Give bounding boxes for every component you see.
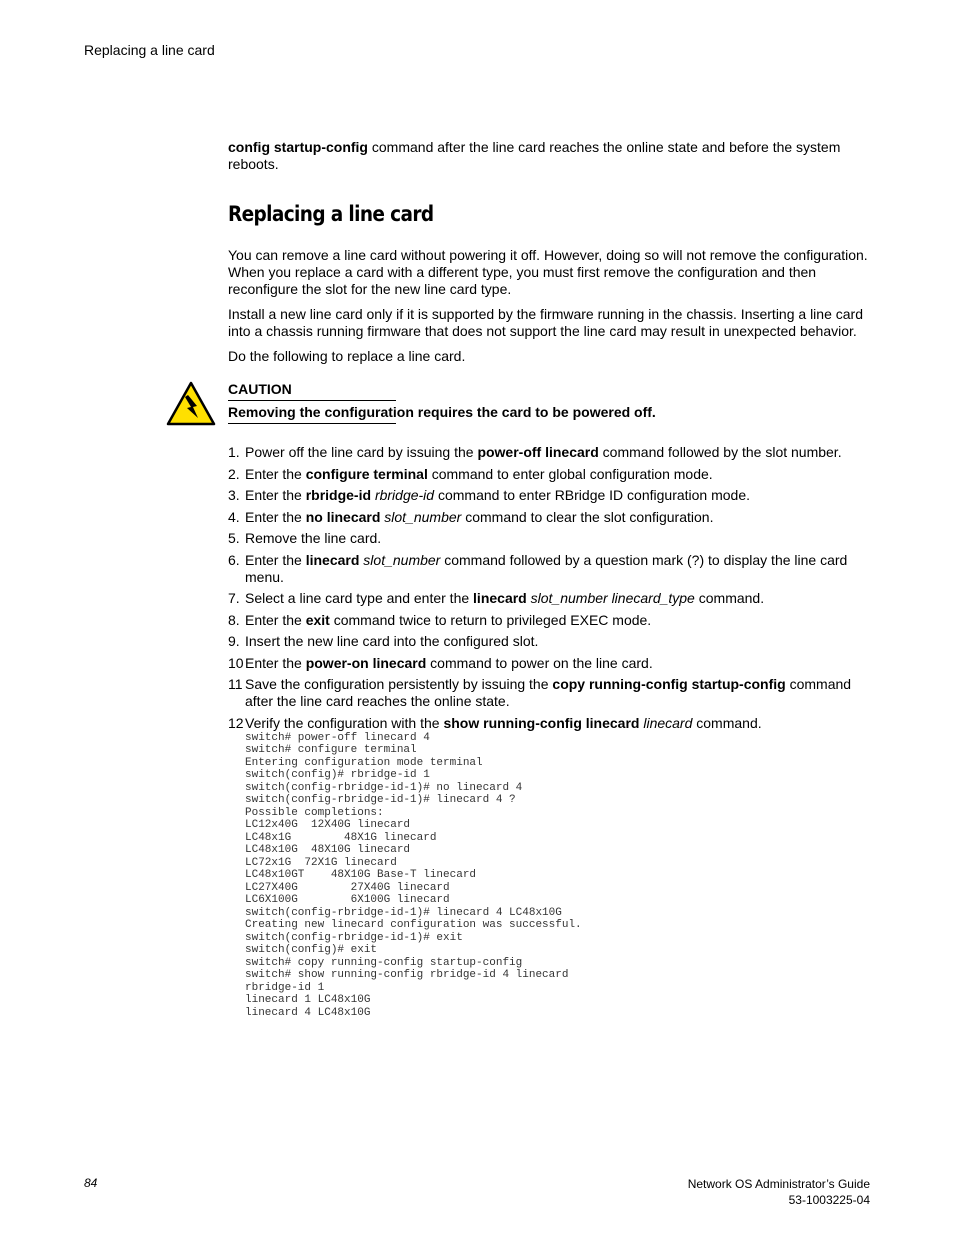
step-text [245, 487, 874, 504]
command-variable: rbridge-id [374, 487, 435, 503]
step-item [228, 487, 874, 504]
step-number: 10 [228, 654, 244, 671]
step-item [228, 633, 874, 650]
caution-label: CAUTION [228, 381, 292, 397]
warning-lightning-icon [166, 381, 216, 426]
command-variable: linecard [643, 714, 693, 731]
step-number: 1. [228, 444, 240, 460]
command-variable: slot_number [384, 508, 462, 525]
step-number: 11 [228, 676, 243, 692]
footer-doc-info [688, 1176, 870, 1208]
command-keyword: power-off linecard [477, 444, 599, 460]
command-keyword: rbridge-id [305, 487, 372, 503]
step-item [228, 676, 874, 710]
running-header: Replacing a line card [84, 42, 215, 58]
paragraph-3: Do the following to replace a line card. [228, 348, 466, 364]
procedure-steps [228, 444, 874, 732]
step-text-run: Enter the [245, 465, 306, 482]
step-text [245, 530, 874, 547]
section-title: Replacing a line card [228, 202, 434, 226]
step-text-run: Enter the [245, 508, 306, 525]
step-text-run: command to enter global configuration mode. [427, 465, 713, 482]
step-number: 3. [228, 487, 240, 503]
step-text [245, 676, 874, 710]
paragraph-2: Install a new line card only if it is supported by the firmware running in the chassis. Inserting a line card into a chassis running firmware that does not support the line card may result in unexpected behavior. [228, 306, 863, 339]
command-keyword: power-on linecard [305, 654, 427, 671]
step-text-run: command twice to return to privileged EXEC mode. [329, 611, 652, 628]
command-keyword: linecard [305, 551, 360, 568]
step-item [228, 612, 874, 629]
step-text-run: command. [692, 714, 762, 731]
step-text [245, 612, 874, 629]
step-item [228, 655, 874, 672]
command-variable: slot_number [363, 551, 441, 568]
step-text [245, 633, 874, 650]
step-item [228, 530, 874, 547]
step-number: 7. [228, 590, 240, 606]
step-text-run: Enter the [245, 551, 306, 568]
step-text-run: command followed by the slot number. [598, 444, 842, 460]
intro-command: config startup-config [228, 139, 368, 155]
step-text-run: command to clear the slot configuration. [461, 508, 714, 525]
step-text [245, 552, 874, 586]
step-text-run: command to power on the line card. [426, 654, 653, 671]
step-text-run: Remove the line card. [245, 530, 382, 546]
step-text-run: command to enter RBridge ID configuration mode. [434, 487, 751, 503]
step-number: 5. [228, 530, 240, 546]
step-item [228, 509, 874, 526]
step-text-run: command after the line card reaches the online state. [245, 676, 852, 709]
step-text [245, 444, 874, 461]
doc-number: 53-1003225-04 [788, 1193, 870, 1207]
step-text-run: Insert the new line card into the configured slot. [245, 633, 539, 649]
page-content [228, 139, 874, 1019]
cli-example: switch# power-off linecard 4 switch# configure terminal Entering configuration mode terminal switch(config)# rbridge-id 1 switch(config-rbridge-id-1)# no linecard 4 switch(config-rbridge-id-1)# linecard 4 ? Possible completions: LC12x40G 12X40G linecard LC48x1G 48X1G linecard LC48x10G 48X10G linecard LC72x1G 72X1G linecard LC48x10GT 48X10G Base-T linecard LC27X40G 27X40G linecard LC6X100G 6X100G linecard switch(config-rbridge-id-1)# linecard 4 LC48x10G Creating new linecard configuration was successful. switch(config-rbridge-id-1)# exit switch(config)# exit switch# copy running-config startup-config switch# show running-config rbridge-id 4 linecard rbridge-id 1 linecard 1 LC48x10G linecard 4 LC48x10G [245, 731, 582, 1019]
step-text-run: Select a line card type and enter the [245, 590, 474, 606]
command-keyword: exit [305, 611, 330, 628]
step-text-run: Power off the line card by issuing the [245, 444, 478, 460]
step-item [228, 466, 874, 483]
step-number: 2. [228, 465, 240, 482]
step-number: 4. [228, 508, 240, 525]
step-number: 6. [228, 551, 240, 568]
step-item [228, 552, 874, 586]
command-keyword: no linecard [305, 508, 381, 525]
intro-paragraph [228, 139, 874, 173]
step-text [245, 509, 874, 526]
step-text-run: Verify the configuration with the [245, 714, 444, 731]
step-text-run: Enter the [245, 611, 306, 628]
step-item [228, 590, 874, 607]
command-variable: slot_number linecard_type [530, 590, 695, 606]
step-item [228, 444, 874, 461]
command-keyword: configure terminal [305, 465, 428, 482]
step-item [228, 715, 874, 732]
caution-divider [228, 400, 396, 401]
step-number: 9. [228, 633, 240, 649]
command-keyword: linecard [473, 590, 527, 606]
paragraph-1: You can remove a line card without powering it off. However, doing so will not remove the configuration. When you replace a card with a different type, you must first remove the configuration and then reconfigure the slot for the new line card type. [228, 247, 868, 297]
step-text [245, 466, 874, 483]
step-text [245, 590, 874, 607]
step-text [245, 655, 874, 672]
step-text-run: command followed by a question mark (?) to display the line card menu. [245, 551, 848, 585]
command-keyword: show running-config linecard [443, 714, 640, 731]
step-text-run: Enter the [245, 654, 306, 671]
caution-divider-bottom [228, 423, 396, 424]
step-number: 8. [228, 611, 240, 628]
step-text-run: Save the configuration persistently by issuing the [245, 676, 553, 692]
page-number: 84 [84, 1176, 98, 1190]
caution-block [228, 381, 874, 425]
step-text-run: Enter the [245, 487, 306, 503]
step-text-run: command. [694, 590, 765, 606]
intro-text: command after the line card reaches the online state and before the system reboots. [228, 139, 841, 172]
command-keyword: copy running-config startup-config [552, 676, 786, 692]
step-number: 12 [228, 714, 244, 731]
guide-title: Network OS Administrator’s Guide [687, 1177, 870, 1191]
caution-text: Removing the configuration requires the card to be powered off. [228, 404, 656, 420]
step-text [245, 715, 874, 732]
